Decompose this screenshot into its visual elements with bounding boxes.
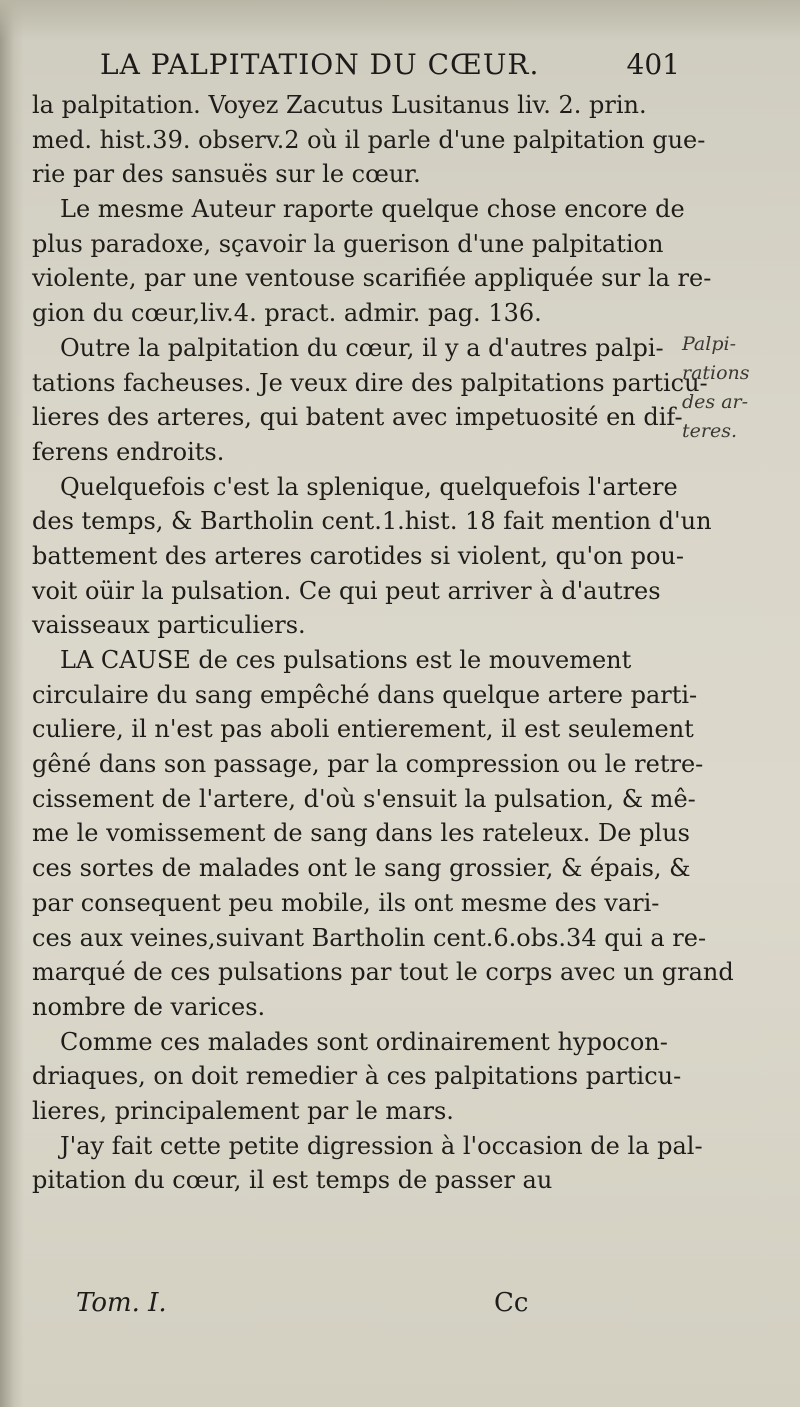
text-line: LA CAUSE de ces pulsations est le mouvement (60, 646, 632, 674)
text-line: des temps, & Bartholin cent.1.hist. 18 fait mention d'un (32, 507, 712, 536)
text-line: circulaire du sang empêché dans quelque artere parti- (32, 680, 698, 709)
text-line: ces sortes de malades ont le sang grossier, & épais, & (32, 854, 691, 883)
text-line: vaisseaux particuliers. (32, 611, 306, 640)
text-line: med. hist.39. observ.2 où il parle d'une palpitation gue- (32, 125, 706, 154)
page-number: 401 (626, 48, 680, 81)
text-line: rie par des sansuës sur le cœur. (32, 160, 421, 189)
volume-mark: Tom. I. (76, 1288, 167, 1318)
binding-shadow (0, 0, 24, 1407)
text-line: pitation du cœur, il est temps de passer au (32, 1166, 553, 1195)
text-line: gêné dans son passage, par la compression ou le retre- (32, 750, 704, 779)
text-line: driaques, on doit remedier à ces palpitations particu- (32, 1062, 682, 1091)
text-line: Quelquefois c'est la splenique, quelquefois l'artere (60, 472, 678, 501)
text-line: voit oüir la pulsation. Ce qui peut arriver à d'autres (32, 576, 661, 605)
text-line: me le vomissement de sang dans les rateleux. De plus (32, 819, 690, 848)
page-footer (0, 1288, 800, 1328)
margin-note-line: Palpi- (682, 333, 736, 355)
margin-note-line: rations (682, 362, 750, 384)
text-line: battement des arteres carotides si violent, qu'on pou- (32, 541, 684, 570)
text-line: marqué de ces pulsations par tout le corps avec un grand (32, 958, 734, 987)
text-line: violente, par une ventouse scarifiée appliquée sur la re- (32, 264, 712, 293)
text-line: lieres des arteres, qui batent avec impetuosité en dif- (32, 403, 683, 432)
page-header (100, 48, 680, 88)
text-line: cissement de l'artere, d'où s'ensuit la pulsation, & mê- (32, 784, 696, 813)
text-line: la palpitation. Voyez Zacutus Lusitanus liv. 2. prin. (32, 91, 647, 119)
text-line: nombre de varices. (32, 992, 266, 1021)
text-line: lieres, principalement par le mars. (32, 1096, 454, 1125)
margin-note-line: des ar- (682, 391, 749, 413)
text-line: plus paradoxe, sçavoir la guerison d'une palpitation (32, 229, 664, 258)
text-line: ferens endroits. (32, 437, 225, 466)
text-line: gion du cœur,liv.4. pract. admir. pag. 136. (32, 299, 542, 328)
text-line: Le mesme Auteur raporte quelque chose encore de (60, 195, 685, 224)
text-line: Comme ces malades sont ordinairement hypocon- (60, 1027, 668, 1056)
text-line: ces aux veines,suivant Bartholin cent.6.obs.34 qui a re- (32, 923, 707, 952)
text-line: tations facheuses. Je veux dire des palpitations particu- (32, 368, 708, 397)
signature-mark: Cc (494, 1288, 529, 1318)
margin-note-line: teres. (682, 420, 737, 442)
margin-note (682, 330, 782, 446)
text-line: par consequent peu mobile, ils ont mesme des vari- (32, 888, 660, 917)
page-edge-shadow (0, 0, 800, 40)
text-line: J'ay fait cette petite digression à l'occasion de la pal- (60, 1131, 703, 1160)
running-title: LA PALPITATION DU CŒUR. (100, 48, 540, 81)
text-line: Outre la palpitation du cœur, il y a d'autres palpi- (60, 333, 664, 362)
text-line: culiere, il n'est pas aboli entierement, il est seulement (32, 715, 694, 744)
